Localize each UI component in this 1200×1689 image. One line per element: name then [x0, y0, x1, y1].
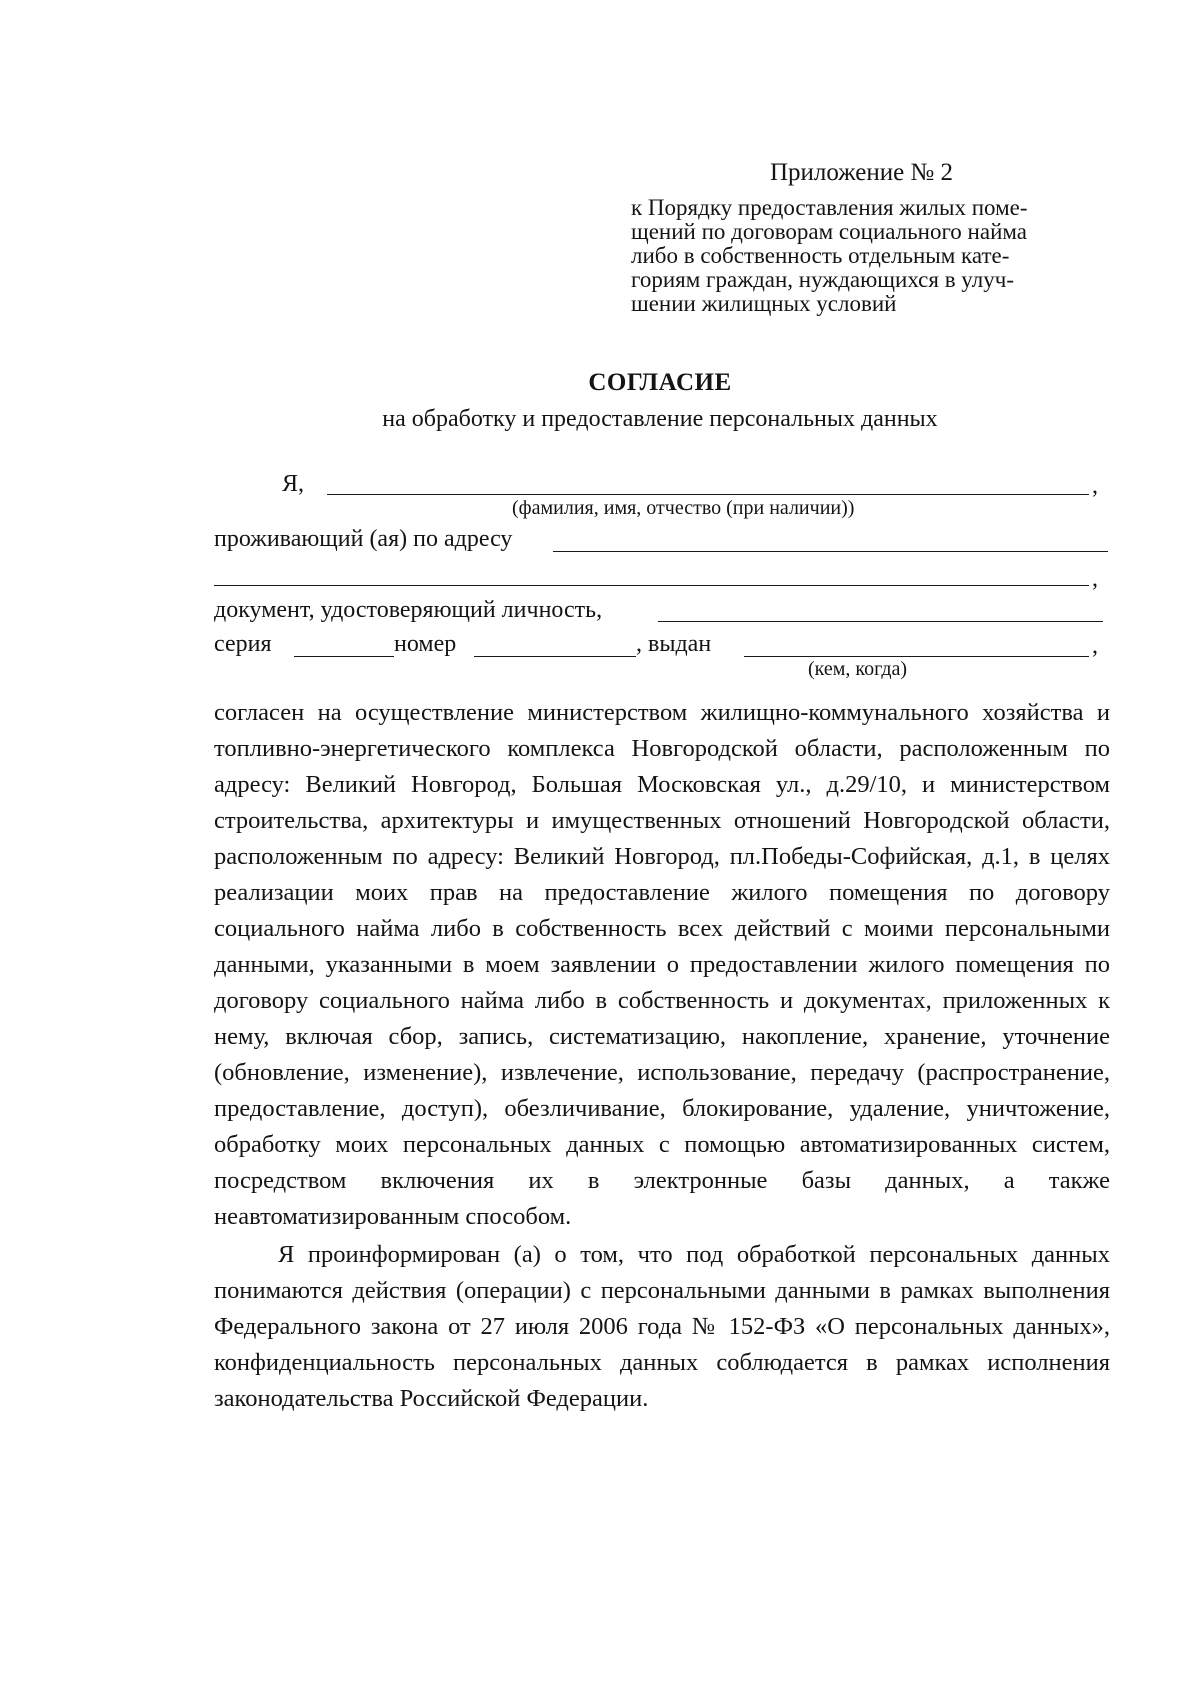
issued-comma: ,: [1092, 633, 1098, 659]
appendix-line: гориям граждан, нуждающихся в улуч-: [631, 267, 1014, 292]
document-subtitle: на обработку и предоставление персональных данных: [382, 406, 938, 432]
number-label: номер: [394, 631, 457, 657]
address-comma: ,: [1092, 566, 1098, 592]
consent-body: [214, 695, 1110, 1417]
issued-hint: (кем, когда): [808, 658, 908, 680]
issued-field-line[interactable]: [744, 656, 1089, 657]
series-label: серия: [214, 631, 272, 657]
appendix-reference: [631, 196, 1111, 316]
address-field-line-1[interactable]: [553, 551, 1108, 552]
appendix-title: Приложение № 2: [770, 159, 954, 186]
address-field-line-2[interactable]: [214, 585, 1089, 586]
appendix-line: к Порядку предоставления жилых поме-: [631, 195, 1028, 220]
appendix-line: либо в собственность отдельным кате-: [631, 243, 1010, 268]
number-field-line[interactable]: [474, 656, 636, 657]
i-label: Я,: [282, 471, 305, 497]
document-title: СОГЛАСИЕ: [588, 369, 732, 396]
id-document-label: документ, удостоверяющий личность,: [214, 597, 603, 623]
fio-comma: ,: [1092, 473, 1098, 499]
series-field-line[interactable]: [294, 656, 394, 657]
appendix-line: шении жилищных условий: [631, 291, 897, 316]
fio-hint: (фамилия, имя, отчество (при наличии)): [512, 497, 855, 519]
address-label: проживающий (ая) по адресу: [214, 526, 513, 552]
id-document-field-line[interactable]: [658, 621, 1103, 622]
appendix-line: щений по договорам социального найма: [631, 219, 1027, 244]
consent-paragraph: согласен на осуществление министерством жилищно-коммунального хозяйства и топливно-энергетического комплекса Новгородской области, расположенным по адресу: Великий Новгород, Большая Московская ул., д.29/10, и министерством строительства, архитектуры и имущественных отношений Новгородской области, расположенным по адресу: Великий Новгород, пл.Победы-Софийская, д.1, в целях реализации моих прав на предоставление жилого помещения по договору социального найма либо в собственность всех действий с моими персональными данными, указанными в моем заявлении о предоставлении жилого помещения по договору социального найма либо в собственность и документах, приложенных к нему, включая сбор, запись, систематизацию, накопление, хранение, уточнение (обновление, изменение), извлечение, использование, передачу (распространение, предоставление, доступ), обезличивание, блокирование, удаление, уничтожение, обработку моих персональных данных с помощью автоматизированных систем, посредством включения их в электронные базы данных, а также неавтоматизированным способом.: [214, 699, 1110, 1230]
fio-field-line[interactable]: [327, 494, 1089, 495]
information-paragraph: Я проинформирован (а) о том, что под обработкой персональных данных понимаются действия (операции) с персональными данными в рамках выполнения Федерального закона от 27 июля 2006 года № 152-ФЗ «О персональных данных», конфиденциальность персональных данных соблюдается в рамках исполнения законодательства Российской Федерации.: [214, 1241, 1110, 1412]
issued-label: , выдан: [636, 631, 712, 657]
